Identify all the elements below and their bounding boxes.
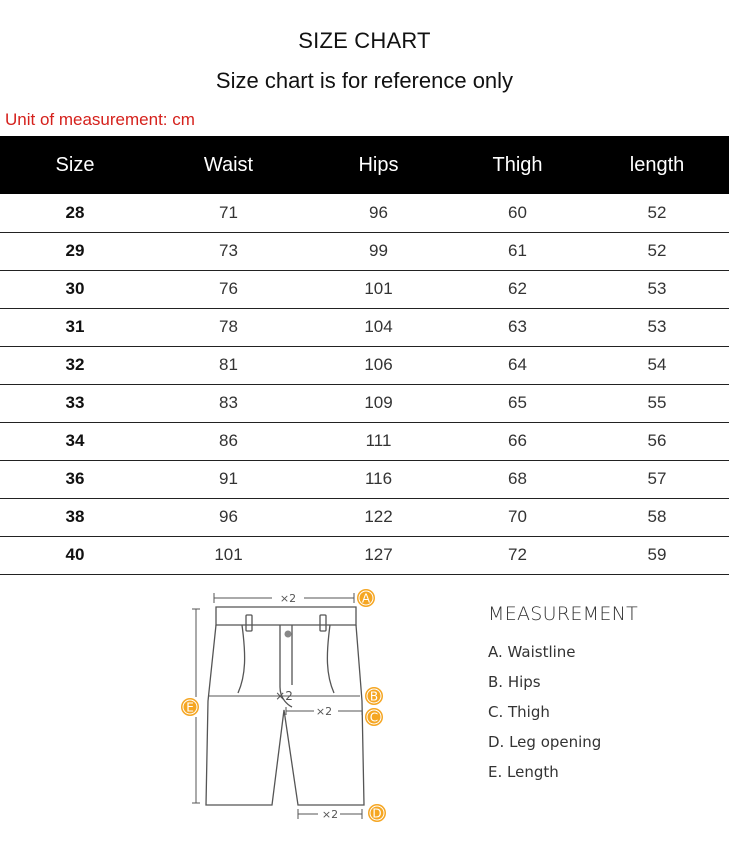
- size-cell: 38: [65, 507, 85, 526]
- hips-cell: 96: [369, 202, 388, 222]
- legend-item: C. Thigh: [488, 703, 550, 721]
- length-cell: 57: [647, 469, 667, 488]
- waist-cell: 81: [219, 355, 238, 374]
- hips-cell: 101: [364, 279, 393, 298]
- hips-cell: 127: [364, 545, 393, 564]
- column-header-size: Size: [55, 153, 95, 176]
- legend-item: E. Length: [488, 763, 559, 781]
- multiplier-b: ×2: [275, 689, 293, 703]
- thigh-cell: 65: [508, 393, 527, 412]
- size-cell: 28: [65, 202, 85, 222]
- legend-item: D. Leg opening: [488, 733, 602, 751]
- svg-text:D: D: [372, 806, 382, 821]
- thigh-cell: 61: [508, 241, 527, 260]
- hips-cell: 111: [365, 431, 392, 450]
- size-cell: 31: [65, 317, 85, 336]
- waist-cell: 86: [219, 431, 238, 450]
- table-row: [0, 194, 729, 232]
- length-cell: 58: [647, 507, 667, 526]
- svg-text:B: B: [369, 689, 379, 704]
- marker-b-icon: [365, 687, 383, 705]
- table-row: [0, 460, 729, 498]
- size-cell: 33: [65, 393, 85, 412]
- column-header-length: length: [629, 153, 685, 176]
- size-cell: 36: [65, 469, 85, 488]
- hips-cell: 122: [364, 507, 393, 526]
- thigh-cell: 66: [508, 431, 527, 450]
- thigh-cell: 60: [508, 202, 527, 222]
- length-cell: 55: [647, 393, 667, 412]
- table-row: [0, 536, 729, 574]
- svg-text:A: A: [361, 591, 371, 606]
- marker-d-icon: [368, 804, 386, 822]
- table-row: [0, 308, 729, 346]
- legend-item: A. Waistline: [488, 643, 576, 661]
- waist-cell: 96: [219, 507, 238, 526]
- column-header-waist: Waist: [203, 153, 254, 176]
- hips-cell: 99: [369, 241, 388, 260]
- table-row: [0, 422, 729, 460]
- size-cell: 40: [65, 545, 85, 564]
- length-cell: 54: [647, 355, 667, 374]
- thigh-cell: 63: [508, 317, 527, 336]
- shorts-outline-icon: [206, 607, 364, 805]
- length-cell: 59: [647, 545, 667, 564]
- length-cell: 53: [647, 317, 667, 336]
- legend-item: B. Hips: [488, 673, 541, 691]
- multiplier-d: ×2: [321, 808, 339, 821]
- hips-cell: 106: [364, 355, 393, 374]
- column-header-thigh: Thigh: [492, 153, 543, 176]
- size-cell: 29: [65, 241, 85, 260]
- waist-cell: 73: [219, 241, 238, 260]
- waist-cell: 91: [219, 469, 238, 488]
- size-cell: 32: [65, 355, 85, 374]
- marker-e-icon: [181, 698, 199, 716]
- hips-cell: 109: [364, 393, 393, 412]
- legend-title: MEASUREMENT: [488, 603, 639, 625]
- table-row: [0, 384, 729, 422]
- table-row: [0, 232, 729, 270]
- table-row: [0, 346, 729, 384]
- length-cell: 52: [647, 241, 667, 260]
- thigh-cell: 64: [508, 355, 527, 374]
- length-cell: 53: [647, 279, 667, 298]
- length-cell: 52: [647, 202, 667, 222]
- waist-cell: 101: [214, 545, 243, 564]
- hips-cell: 104: [364, 317, 393, 336]
- marker-c-icon: [365, 708, 383, 726]
- thigh-cell: 72: [508, 545, 527, 564]
- waist-cell: 76: [219, 279, 238, 298]
- measurement-legend: [488, 603, 638, 793]
- thigh-cell: 68: [508, 469, 527, 488]
- unit-note: Unit of measurement: cm: [5, 110, 195, 129]
- waist-cell: 78: [219, 317, 238, 336]
- size-cell: 34: [65, 431, 85, 450]
- multiplier-c: ×2: [315, 705, 333, 718]
- thigh-cell: 62: [508, 279, 527, 298]
- hips-cell: 116: [364, 469, 393, 488]
- marker-a-icon: [357, 589, 375, 607]
- page-title: SIZE CHART: [298, 28, 431, 53]
- waist-cell: 71: [219, 202, 238, 222]
- svg-text:E: E: [186, 700, 194, 715]
- size-table: [0, 136, 729, 575]
- size-cell: 30: [65, 279, 85, 298]
- column-header-hips: Hips: [358, 153, 399, 176]
- svg-text:C: C: [369, 710, 379, 725]
- page-subtitle: Size chart is for reference only: [215, 68, 514, 93]
- shorts-diagram: [180, 585, 400, 835]
- length-cell: 56: [647, 431, 667, 450]
- table-row: [0, 270, 729, 308]
- table-header-row: [0, 136, 729, 194]
- thigh-cell: 70: [508, 507, 527, 526]
- waist-cell: 83: [219, 393, 238, 412]
- button-icon: [285, 631, 292, 638]
- multiplier-a: ×2: [279, 592, 297, 605]
- table-row: [0, 498, 729, 536]
